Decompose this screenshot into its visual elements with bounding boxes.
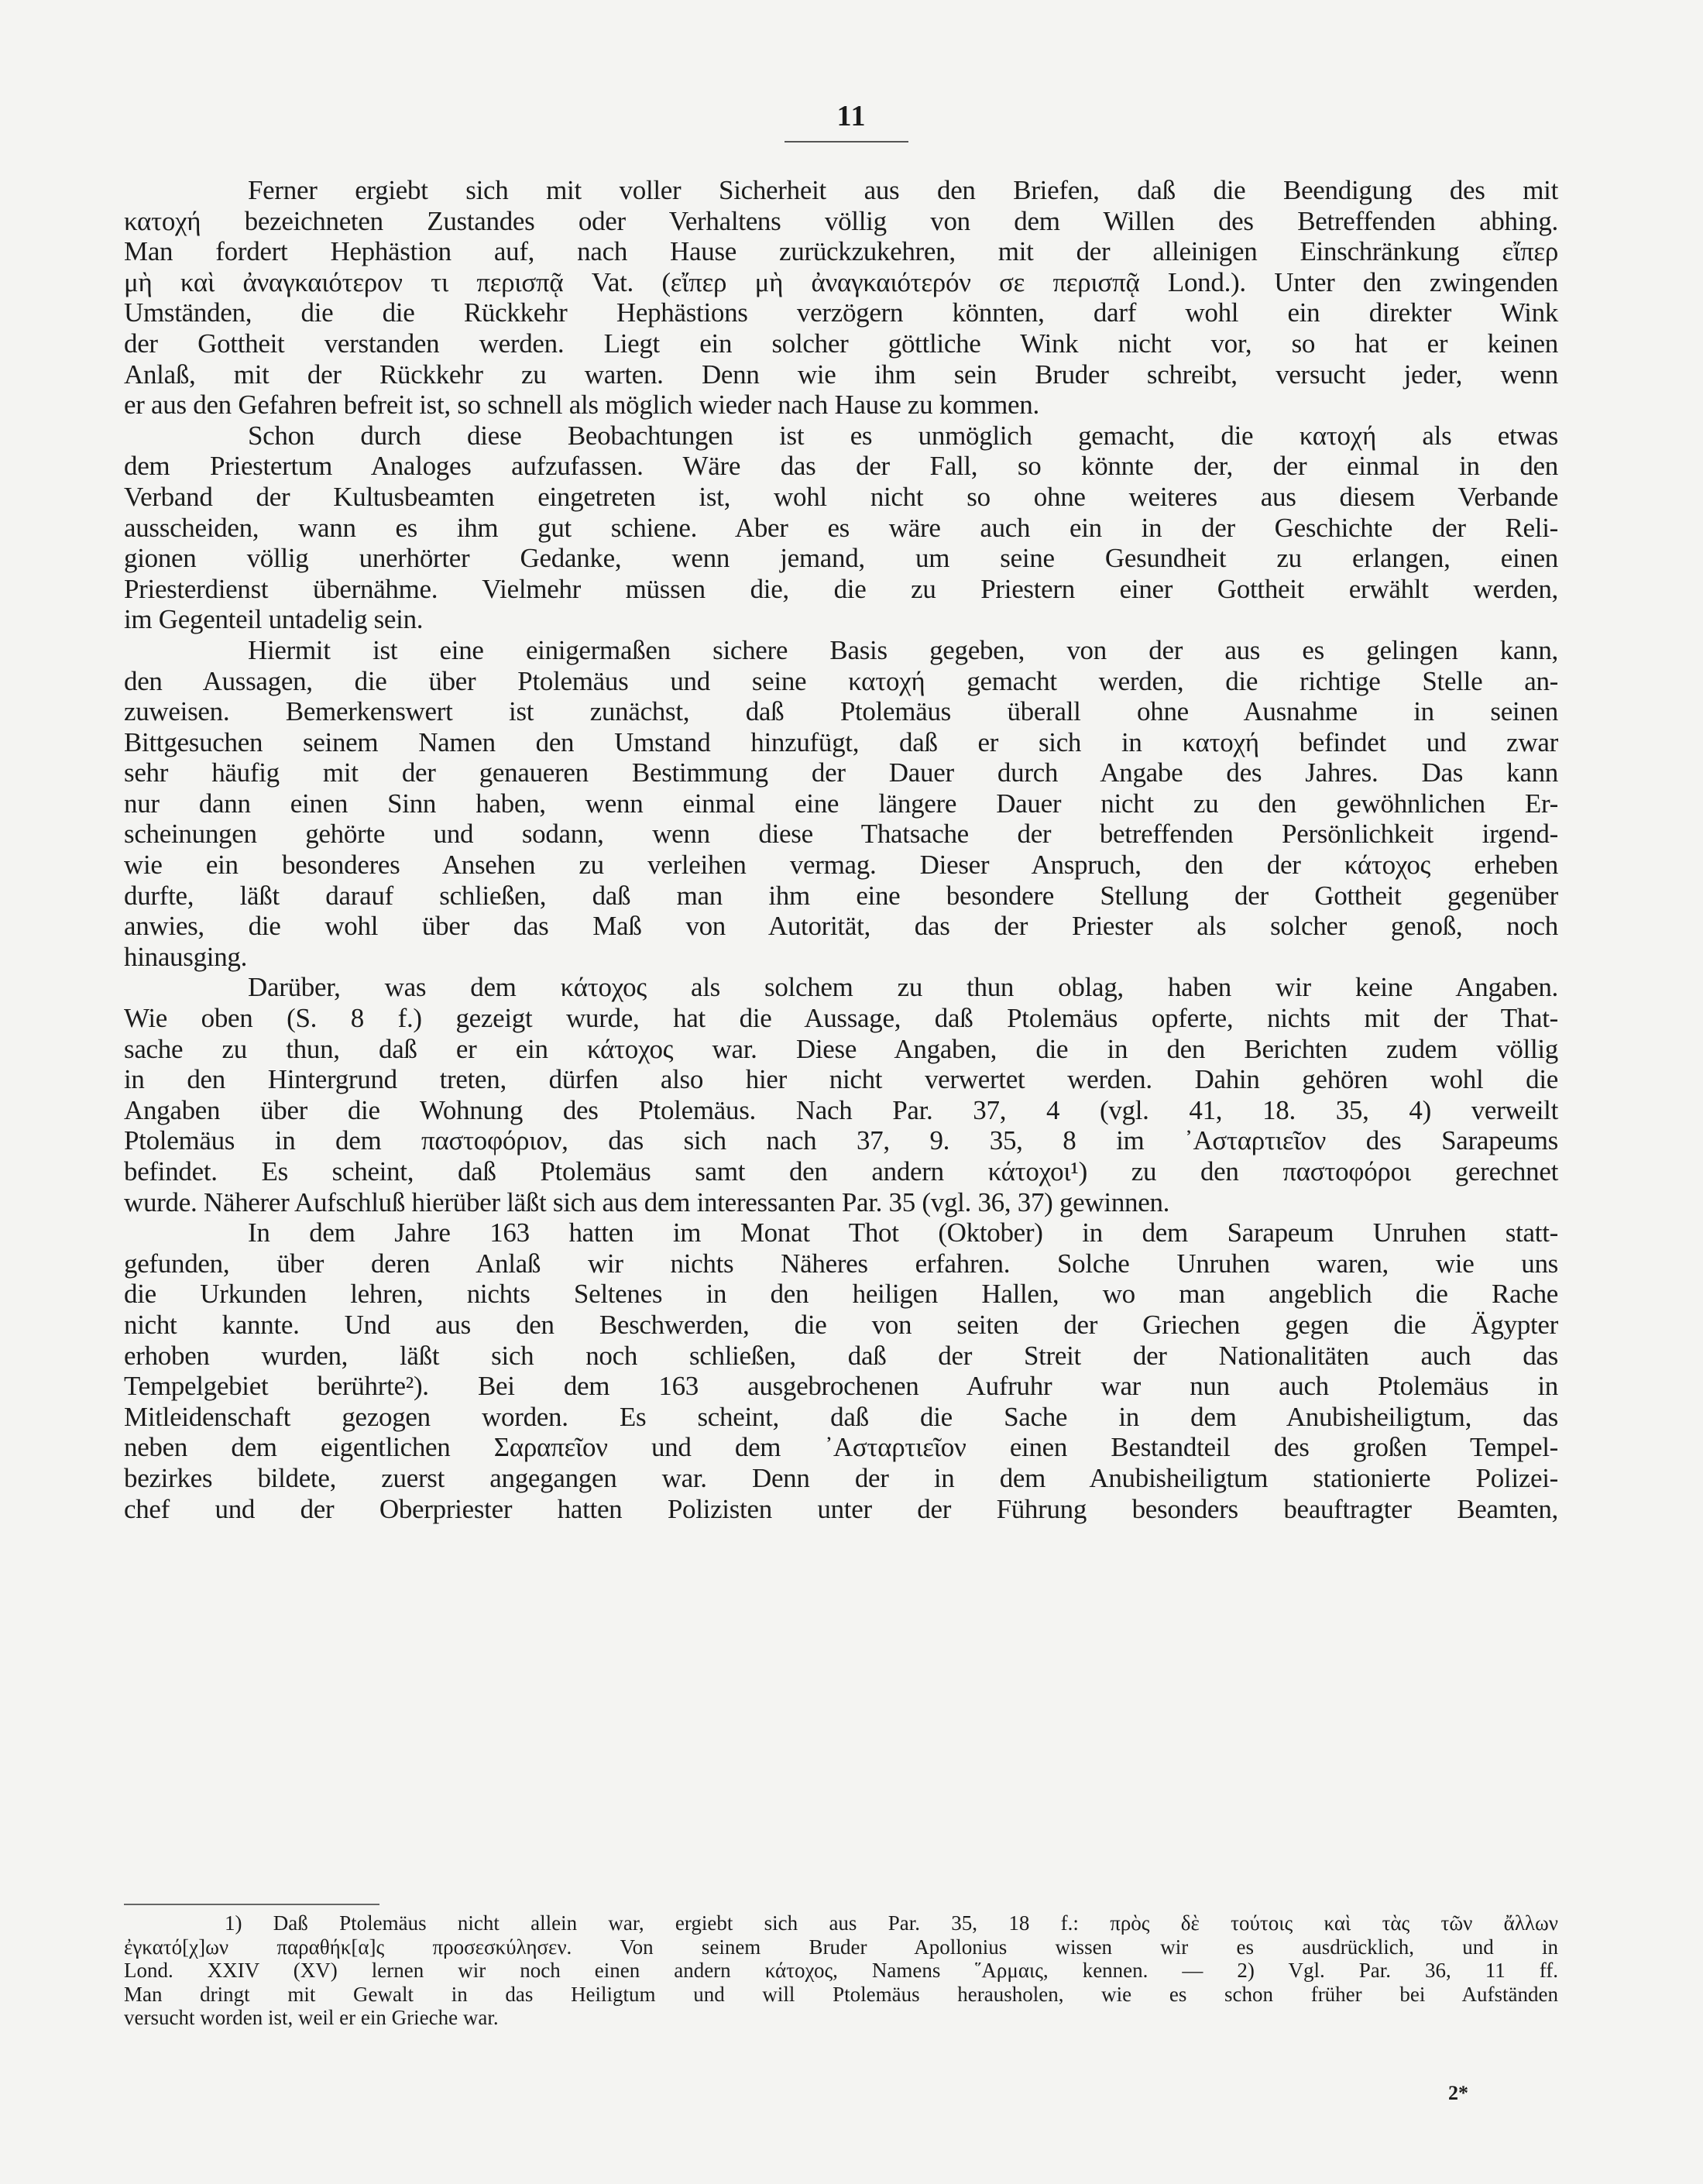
text-line: Tempelgebiet berührte²). Bei dem 163 ausgebrochenen Aufruhr war nun auch Ptolemäus in <box>124 1371 1558 1402</box>
text-line: gefunden, über deren Anlaß wir nichts Näheres erfahren. Solche Unruhen waren, wie uns <box>124 1248 1558 1279</box>
text-line: Bittgesuchen seinem Namen den Umstand hinzufügt, daß er sich in κατοχή befindet und zwar <box>124 726 1558 757</box>
text-line: wurde. Näherer Aufschluß hierüber läßt sich aus dem interessanten Par. 35 (vgl. 36, 37) gewinnen. <box>124 1186 1170 1217</box>
footnote-line: versucht worden ist, weil er ein Grieche war. <box>124 2006 499 2029</box>
page-number: 11 <box>836 100 867 132</box>
text-line: er aus den Gefahren befreit ist, so schnell als möglich wieder nach Hause zu kommen. <box>124 390 1039 421</box>
paragraph-5-line: In dem Jahre 163 hatten im Monat Thot (Oktober) in dem Sarapeum Unruhen statt- <box>248 1217 1558 1248</box>
body-text <box>124 175 1558 1524</box>
text-line: ausscheiden, wann es ihm gut schiene. Aber es wäre auch ein in der Geschichte der Reli- <box>124 512 1558 543</box>
text-line: Anlaß, mit der Rückkehr zu warten. Denn wie ihm sein Bruder schreibt, versucht jeder, wenn <box>124 359 1558 390</box>
text-line: zuweisen. Bemerkenswert ist zunächst, daß Ptolemäus überall ohne Ausnahme in seinen <box>124 696 1558 727</box>
paragraph-1-line: Ferner ergiebt sich mit voller Sicherheit aus den Briefen, daß die Beendigung des mit <box>248 175 1558 205</box>
paragraph-4-line: Darüber, was dem κάτοχος als solchem zu thun oblag, haben wir keine Angaben. <box>248 972 1558 1003</box>
text-line: Priesterdienst übernähme. Vielmehr müssen die, die zu Priestern einer Gottheit erwählt werden, <box>124 573 1558 604</box>
text-line: Umständen, die die Rückkehr Hephästions verzögern könnten, darf wohl ein direkter Wink <box>124 297 1558 328</box>
text-line: chef und der Oberpriester hatten Polizisten unter der Führung besonders beauftragter Beamten, <box>124 1493 1558 1524</box>
footnotes <box>124 1911 1558 2030</box>
text-line: in den Hintergrund treten, dürfen also hier nicht verwertet werden. Dahin gehören wohl die <box>124 1064 1558 1095</box>
text-line: Mitleidenschaft gezogen worden. Es scheint, daß die Sache in dem Anubisheiligtum, das <box>124 1401 1558 1432</box>
text-line: bezirkes bildete, zuerst angegangen war. Denn der in dem Anubisheiligtum stationierte Polizei- <box>124 1462 1558 1493</box>
text-line: durfte, läßt darauf schließen, daß man ihm eine besondere Stellung der Gottheit gegenüber <box>124 880 1558 911</box>
paragraph-2-line: Schon durch diese Beobachtungen ist es unmöglich gemacht, die κατοχή als etwas <box>248 420 1558 451</box>
signature-mark: 2* <box>1448 2082 1468 2104</box>
text-line: hinausging. <box>124 941 248 972</box>
text-line: Angaben über die Wohnung des Ptolemäus. Nach Par. 37, 4 (vgl. 41, 18. 35, 4) verweilt <box>124 1094 1558 1125</box>
text-line: sehr häufig mit der genaueren Bestimmung der Dauer durch Angabe des Jahres. Das kann <box>124 757 1558 788</box>
text-line: im Gegenteil untadelig sein. <box>124 604 424 635</box>
text-line: sache zu thun, daß er ein κάτοχος war. Diese Angaben, die in den Berichten zudem völlig <box>124 1033 1558 1064</box>
text-line: erhoben wurden, läßt sich noch schließen, daß der Streit der Nationalitäten auch das <box>124 1340 1558 1371</box>
text-line: nicht kannte. Und aus den Beschwerden, die von seiten der Griechen gegen die Ägypter <box>124 1309 1558 1340</box>
text-line: μὴ καὶ ἀναγκαιότερον τι περισπᾷ Vat. (εἴπερ μὴ ἀναγκαιότερόν σε περισπᾷ Lond.). Unter den zwingenden <box>124 266 1558 297</box>
footnote-line: ἐγκατό[χ]ων παραθήκ[α]ς προσεσκύλησεν. Von seinem Bruder Apollonius wissen wir es ausdrücklich, und in <box>124 1935 1558 1959</box>
text-line: Man fordert Hephästion auf, nach Hause zurückzukehren, mit der alleinigen Einschränkung εἴπερ <box>124 236 1558 267</box>
footnote-line: Man dringt mit Gewalt in das Heiligtum und will Ptolemäus herausholen, wie es schon früher bei Aufständen <box>124 1982 1558 2006</box>
paragraph-3-line: Hiermit ist eine einigermaßen sichere Basis gegeben, von der aus es gelingen kann, <box>248 634 1558 665</box>
text-line: κατοχή bezeichneten Zustandes oder Verhaltens völlig von dem Willen des Betreffenden abhing. <box>124 205 1558 236</box>
text-line: den Aussagen, die über Ptolemäus und seine κατοχή gemacht werden, die richtige Stelle an- <box>124 665 1558 696</box>
text-line: dem Priestertum Analoges aufzufassen. Wäre das der Fall, so könnte der, der einmal in den <box>124 451 1558 482</box>
text-line: die Urkunden lehren, nichts Seltenes in den heiligen Hallen, wo man angeblich die Rache <box>124 1279 1558 1310</box>
footnote-rule <box>124 1904 379 1905</box>
text-line: Wie oben (S. 8 f.) gezeigt wurde, hat die Aussage, daß Ptolemäus opferte, nichts mit der That- <box>124 1003 1558 1034</box>
text-line: nur dann einen Sinn haben, wenn einmal eine längere Dauer nicht zu den gewöhnlichen Er- <box>124 788 1558 819</box>
footnote-line: 1) Daß Ptolemäus nicht allein war, ergiebt sich aus Par. 35, 18 f.: πρὸς δὲ τούτοις καὶ τὰς τῶν ἄλλων <box>225 1911 1558 1935</box>
page-number-rule <box>785 141 908 143</box>
text-line: anwies, die wohl über das Maß von Autorität, das der Priester als solcher genoß, noch <box>124 911 1558 942</box>
text-line: Ptolemäus in dem παστοφόριον, das sich nach 37, 9. 35, 8 im ᾿Ασταρτιεῖον des Sarapeums <box>124 1125 1558 1156</box>
text-line: befindet. Es scheint, daß Ptolemäus samt den andern κάτοχοι¹) zu den παστοφόροι gerechnet <box>124 1156 1558 1186</box>
footnote-line: Lond. XXIV (XV) lernen wir noch einen andern κάτοχος, Namens ῞Αρμαις, kennen. — 2) Vgl. Par. 36, 11 ff. <box>124 1959 1558 1982</box>
text-line: der Gottheit verstanden werden. Liegt ein solcher göttliche Wink nicht vor, so hat er keinen <box>124 328 1558 359</box>
text-line: wie ein besonderes Ansehen zu verleihen vermag. Dieser Anspruch, den der κάτοχος erheben <box>124 850 1558 881</box>
text-line: scheinungen gehörte und sodann, wenn diese Thatsache der betreffenden Persönlichkeit irgend- <box>124 819 1558 850</box>
text-line: gionen völlig unerhörter Gedanke, wenn jemand, um seine Gesundheit zu erlangen, einen <box>124 543 1558 574</box>
text-line: Verband der Kultusbeamten eingetreten ist, wohl nicht so ohne weiteres aus diesem Verbande <box>124 481 1558 512</box>
text-line: neben dem eigentlichen Σαραπεῖον und dem ᾿Ασταρτιεῖον einen Bestandteil des großen Tempel- <box>124 1432 1558 1463</box>
